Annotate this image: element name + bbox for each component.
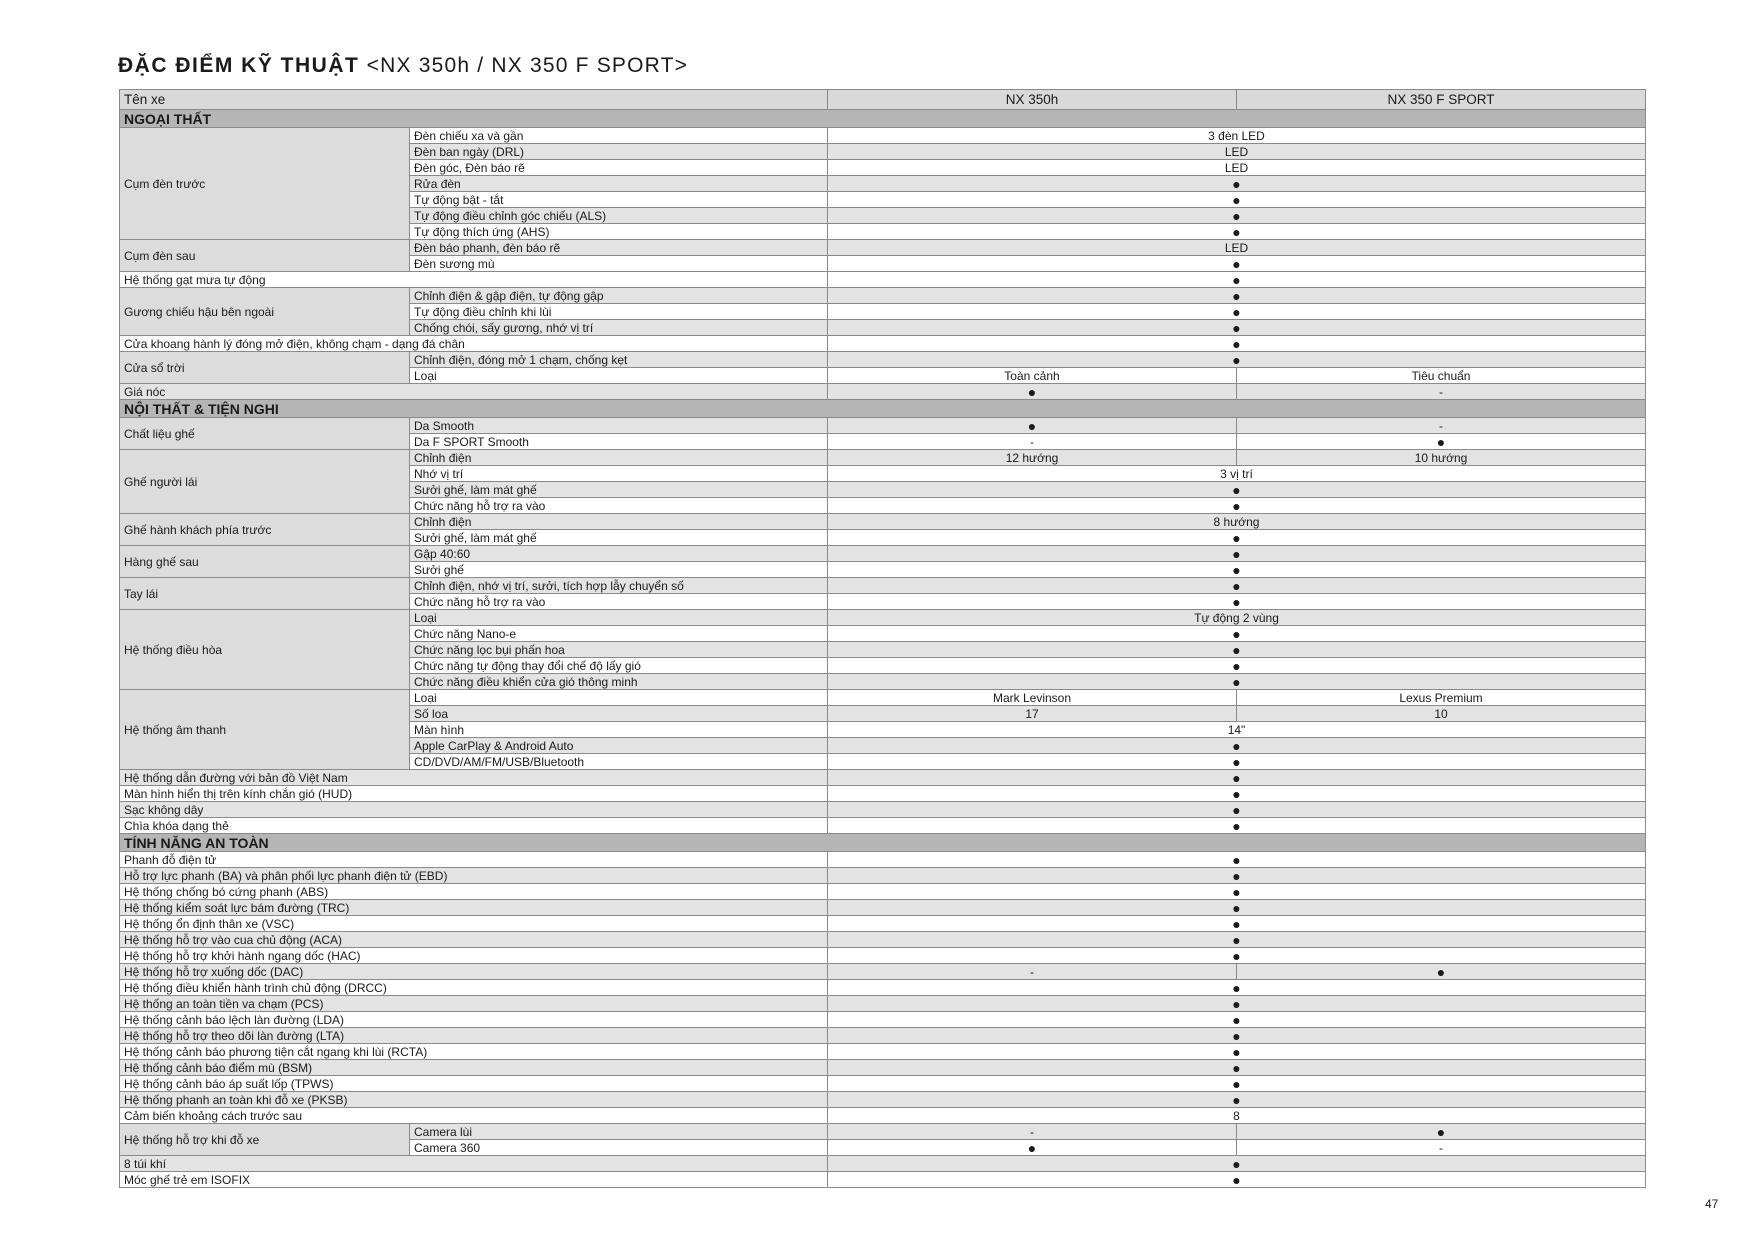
shared-value-cell: ● bbox=[828, 1076, 1646, 1092]
sub-feature-label: Tự động bật - tắt bbox=[410, 192, 828, 208]
feature-group-label: Ghế hành khách phía trước bbox=[120, 514, 410, 546]
sub-feature-label: Đèn ban ngày (DRL) bbox=[410, 144, 828, 160]
value-nx350h: ● bbox=[828, 384, 1237, 400]
shared-value-cell: ● bbox=[828, 1156, 1646, 1172]
feature-label: Hệ thống hỗ trợ xuống dốc (DAC) bbox=[120, 964, 828, 980]
feature-label: Hỗ trợ lực phanh (BA) và phân phối lực phanh điện tử (EBD) bbox=[120, 868, 828, 884]
feature-group-label: Hệ thống điều hòa bbox=[120, 610, 410, 690]
table-row bbox=[120, 1172, 1646, 1188]
sub-feature-label: Chức năng điều khiển cửa gió thông minh bbox=[410, 674, 828, 690]
title-main: ĐẶC ĐIỂM KỸ THUẬT bbox=[118, 54, 360, 77]
value-nx350-fsport: 10 bbox=[1237, 706, 1646, 722]
shared-value-cell: ● bbox=[828, 626, 1646, 642]
table-header-row bbox=[120, 90, 1646, 110]
shared-value-cell: ● bbox=[828, 578, 1646, 594]
table-row bbox=[120, 546, 1646, 562]
table-row bbox=[120, 916, 1646, 932]
shared-value-cell: ● bbox=[828, 304, 1646, 320]
sub-feature-label: Đèn chiếu xa và gần bbox=[410, 128, 828, 144]
value-nx350h: - bbox=[828, 1124, 1237, 1140]
feature-label: Cửa khoang hành lý đóng mở điện, không chạm - dạng đá chân bbox=[120, 336, 828, 352]
table-row bbox=[120, 1124, 1646, 1140]
shared-value-cell: 3 vị trí bbox=[828, 466, 1646, 482]
sub-feature-label: Chức năng lọc bụi phấn hoa bbox=[410, 642, 828, 658]
feature-group-label: Hàng ghế sau bbox=[120, 546, 410, 578]
table-row bbox=[120, 802, 1646, 818]
page-title bbox=[118, 54, 688, 78]
shared-value-cell: Tự động 2 vùng bbox=[828, 610, 1646, 626]
value-nx350h: 17 bbox=[828, 706, 1237, 722]
feature-label: Chìa khóa dạng thẻ bbox=[120, 818, 828, 834]
value-nx350h: Toàn cảnh bbox=[828, 368, 1237, 384]
shared-value-cell: ● bbox=[828, 546, 1646, 562]
sub-feature-label: Chức năng tự động thay đổi chế độ lấy gió bbox=[410, 658, 828, 674]
shared-value-cell: ● bbox=[828, 208, 1646, 224]
feature-label: Hệ thống kiểm soát lực bám đường (TRC) bbox=[120, 900, 828, 916]
shared-value-cell: LED bbox=[828, 160, 1646, 176]
feature-label: Hệ thống ổn định thân xe (VSC) bbox=[120, 916, 828, 932]
shared-value-cell: ● bbox=[828, 1044, 1646, 1060]
table-row bbox=[120, 964, 1646, 980]
feature-label: Sạc không dây bbox=[120, 802, 828, 818]
shared-value-cell: 3 đèn LED bbox=[828, 128, 1646, 144]
table-row bbox=[120, 418, 1646, 434]
sub-feature-label: Chỉnh điện bbox=[410, 514, 828, 530]
table-row bbox=[120, 884, 1646, 900]
title-model: <NX 350h / NX 350 F SPORT> bbox=[366, 54, 689, 77]
sub-feature-label: Da F SPORT Smooth bbox=[410, 434, 828, 450]
shared-value-cell: LED bbox=[828, 144, 1646, 160]
shared-value-cell: ● bbox=[828, 1060, 1646, 1076]
section-header-row bbox=[120, 834, 1646, 852]
section-title: TÍNH NĂNG AN TOÀN bbox=[120, 834, 1646, 852]
feature-label: Hệ thống điều khiển hành trình chủ động (DRCC) bbox=[120, 980, 828, 996]
feature-group-label: Cụm đèn trước bbox=[120, 128, 410, 240]
sub-feature-label: Sưởi ghế bbox=[410, 562, 828, 578]
feature-label: Hệ thống cảnh báo phương tiện cắt ngang khi lùi (RCTA) bbox=[120, 1044, 828, 1060]
value-nx350h: ● bbox=[828, 418, 1237, 434]
table-row bbox=[120, 770, 1646, 786]
feature-label: Hệ thống cảnh báo áp suất lốp (TPWS) bbox=[120, 1076, 828, 1092]
header-nx350h: NX 350h bbox=[828, 90, 1237, 110]
feature-group-label: Hệ thống hỗ trợ khi đỗ xe bbox=[120, 1124, 410, 1156]
feature-label: Cảm biến khoảng cách trước sau bbox=[120, 1108, 828, 1124]
section-title: NGOẠI THẤT bbox=[120, 110, 1646, 128]
shared-value-cell: ● bbox=[828, 852, 1646, 868]
sub-feature-label: Da Smooth bbox=[410, 418, 828, 434]
sub-feature-label: Loại bbox=[410, 690, 828, 706]
table-row bbox=[120, 1028, 1646, 1044]
sub-feature-label: Camera 360 bbox=[410, 1140, 828, 1156]
shared-value-cell: ● bbox=[828, 192, 1646, 208]
feature-label: Hệ thống hỗ trợ theo dõi làn đường (LTA) bbox=[120, 1028, 828, 1044]
feature-label: Hệ thống phanh an toàn khi đỗ xe (PKSB) bbox=[120, 1092, 828, 1108]
shared-value-cell: ● bbox=[828, 754, 1646, 770]
feature-label: Hệ thống chống bó cứng phanh (ABS) bbox=[120, 884, 828, 900]
feature-label: 8 túi khí bbox=[120, 1156, 828, 1172]
spec-table bbox=[119, 89, 1646, 1188]
feature-label: Phanh đỗ điện tử bbox=[120, 852, 828, 868]
value-nx350h: ● bbox=[828, 1140, 1237, 1156]
header-nx350-fsport: NX 350 F SPORT bbox=[1237, 90, 1646, 110]
shared-value-cell: 14" bbox=[828, 722, 1646, 738]
section-header-row bbox=[120, 110, 1646, 128]
table-row bbox=[120, 610, 1646, 626]
feature-label: Hệ thống hỗ trợ vào cua chủ động (ACA) bbox=[120, 932, 828, 948]
value-nx350-fsport: ● bbox=[1237, 434, 1646, 450]
shared-value-cell: ● bbox=[828, 932, 1646, 948]
sub-feature-label: Chống chói, sấy gương, nhớ vị trí bbox=[410, 320, 828, 336]
feature-label: Hệ thống cảnh báo lệch làn đường (LDA) bbox=[120, 1012, 828, 1028]
shared-value-cell: 8 bbox=[828, 1108, 1646, 1124]
sub-feature-label: Đèn góc, Đèn báo rẽ bbox=[410, 160, 828, 176]
shared-value-cell: ● bbox=[828, 786, 1646, 802]
sub-feature-label: Tự động điều chỉnh khi lùi bbox=[410, 304, 828, 320]
value-nx350-fsport: 10 hướng bbox=[1237, 450, 1646, 466]
shared-value-cell: ● bbox=[828, 642, 1646, 658]
table-row bbox=[120, 786, 1646, 802]
table-row bbox=[120, 272, 1646, 288]
value-nx350h: - bbox=[828, 434, 1237, 450]
shared-value-cell: ● bbox=[828, 674, 1646, 690]
section-title: NỘI THẤT & TIỆN NGHI bbox=[120, 400, 1646, 418]
sub-feature-label: Loại bbox=[410, 368, 828, 384]
feature-label: Hệ thống dẫn đường với bản đồ Việt Nam bbox=[120, 770, 828, 786]
sub-feature-label: Chức năng hỗ trợ ra vào bbox=[410, 498, 828, 514]
sub-feature-label: Tự động điều chỉnh góc chiếu (ALS) bbox=[410, 208, 828, 224]
table-row bbox=[120, 336, 1646, 352]
shared-value-cell: ● bbox=[828, 176, 1646, 192]
shared-value-cell: ● bbox=[828, 1092, 1646, 1108]
table-row bbox=[120, 996, 1646, 1012]
table-row bbox=[120, 868, 1646, 884]
value-nx350-fsport: Tiêu chuẩn bbox=[1237, 368, 1646, 384]
feature-group-label: Cửa sổ trời bbox=[120, 352, 410, 384]
table-row bbox=[120, 948, 1646, 964]
shared-value-cell: 8 hướng bbox=[828, 514, 1646, 530]
feature-group-label: Hệ thống âm thanh bbox=[120, 690, 410, 770]
shared-value-cell: ● bbox=[828, 482, 1646, 498]
sub-feature-label: Gập 40:60 bbox=[410, 546, 828, 562]
shared-value-cell: ● bbox=[828, 884, 1646, 900]
table-row bbox=[120, 818, 1646, 834]
shared-value-cell: ● bbox=[828, 594, 1646, 610]
table-row bbox=[120, 450, 1646, 466]
value-nx350-fsport: - bbox=[1237, 384, 1646, 400]
shared-value-cell: ● bbox=[828, 224, 1646, 240]
sub-feature-label: Nhớ vị trí bbox=[410, 466, 828, 482]
table-row bbox=[120, 1156, 1646, 1172]
shared-value-cell: ● bbox=[828, 562, 1646, 578]
shared-value-cell: ● bbox=[828, 320, 1646, 336]
shared-value-cell: ● bbox=[828, 530, 1646, 546]
value-nx350h: - bbox=[828, 964, 1237, 980]
feature-group-label: Ghế người lái bbox=[120, 450, 410, 514]
shared-value-cell: ● bbox=[828, 658, 1646, 674]
sub-feature-label: Chức năng hỗ trợ ra vào bbox=[410, 594, 828, 610]
sub-feature-label: Đèn sương mù bbox=[410, 256, 828, 272]
shared-value-cell: ● bbox=[828, 948, 1646, 964]
shared-value-cell: ● bbox=[828, 498, 1646, 514]
sub-feature-label: Màn hình bbox=[410, 722, 828, 738]
spec-table-body bbox=[120, 90, 1646, 1188]
shared-value-cell: LED bbox=[828, 240, 1646, 256]
feature-group-label: Gương chiếu hậu bên ngoài bbox=[120, 288, 410, 336]
shared-value-cell: ● bbox=[828, 770, 1646, 786]
shared-value-cell: ● bbox=[828, 996, 1646, 1012]
sub-feature-label: Sưởi ghế, làm mát ghế bbox=[410, 482, 828, 498]
sub-feature-label: Chỉnh điện, nhớ vị trí, sưởi, tích hợp lẫy chuyển số bbox=[410, 578, 828, 594]
sub-feature-label: Đèn báo phanh, đèn báo rẽ bbox=[410, 240, 828, 256]
sub-feature-label: Apple CarPlay & Android Auto bbox=[410, 738, 828, 754]
shared-value-cell: ● bbox=[828, 256, 1646, 272]
value-nx350h: 12 hướng bbox=[828, 450, 1237, 466]
shared-value-cell: ● bbox=[828, 900, 1646, 916]
feature-label: Hệ thống an toàn tiền va chạm (PCS) bbox=[120, 996, 828, 1012]
shared-value-cell: ● bbox=[828, 802, 1646, 818]
shared-value-cell: ● bbox=[828, 818, 1646, 834]
sub-feature-label: Chỉnh điện, đóng mở 1 chạm, chống kẹt bbox=[410, 352, 828, 368]
table-row bbox=[120, 852, 1646, 868]
table-row bbox=[120, 1092, 1646, 1108]
shared-value-cell: ● bbox=[828, 352, 1646, 368]
shared-value-cell: ● bbox=[828, 980, 1646, 996]
value-nx350-fsport: - bbox=[1237, 1140, 1646, 1156]
shared-value-cell: ● bbox=[828, 336, 1646, 352]
header-name-cell: Tên xe bbox=[120, 90, 828, 110]
sub-feature-label: Loại bbox=[410, 610, 828, 626]
shared-value-cell: ● bbox=[828, 738, 1646, 754]
shared-value-cell: ● bbox=[828, 272, 1646, 288]
table-row bbox=[120, 1076, 1646, 1092]
table-row bbox=[120, 240, 1646, 256]
value-nx350-fsport: Lexus Premium bbox=[1237, 690, 1646, 706]
value-nx350-fsport: ● bbox=[1237, 1124, 1646, 1140]
sub-feature-label: Tự động thích ứng (AHS) bbox=[410, 224, 828, 240]
feature-label: Hệ thống gạt mưa tự động bbox=[120, 272, 828, 288]
value-nx350-fsport: - bbox=[1237, 418, 1646, 434]
shared-value-cell: ● bbox=[828, 1172, 1646, 1188]
sub-feature-label: Camera lùi bbox=[410, 1124, 828, 1140]
sub-feature-label: Chỉnh điện & gập điện, tự động gập bbox=[410, 288, 828, 304]
table-row bbox=[120, 690, 1646, 706]
sub-feature-label: Sưởi ghế, làm mát ghế bbox=[410, 530, 828, 546]
table-row bbox=[120, 352, 1646, 368]
table-row bbox=[120, 1060, 1646, 1076]
feature-group-label: Tay lái bbox=[120, 578, 410, 610]
feature-label: Màn hình hiển thị trên kính chắn gió (HUD) bbox=[120, 786, 828, 802]
value-nx350-fsport: ● bbox=[1237, 964, 1646, 980]
table-row bbox=[120, 578, 1646, 594]
feature-label: Hệ thống cảnh báo điểm mù (BSM) bbox=[120, 1060, 828, 1076]
sub-feature-label: Chỉnh điện bbox=[410, 450, 828, 466]
page-number: 47 bbox=[1705, 1197, 1719, 1211]
feature-label: Móc ghế trẻ em ISOFIX bbox=[120, 1172, 828, 1188]
feature-group-label: Chất liệu ghế bbox=[120, 418, 410, 450]
table-row bbox=[120, 1044, 1646, 1060]
table-row bbox=[120, 514, 1646, 530]
table-row bbox=[120, 1012, 1646, 1028]
table-row bbox=[120, 288, 1646, 304]
shared-value-cell: ● bbox=[828, 288, 1646, 304]
table-row bbox=[120, 932, 1646, 948]
shared-value-cell: ● bbox=[828, 916, 1646, 932]
sub-feature-label: Số loa bbox=[410, 706, 828, 722]
table-row bbox=[120, 128, 1646, 144]
feature-group-label: Cụm đèn sau bbox=[120, 240, 410, 272]
table-row bbox=[120, 1108, 1646, 1124]
sub-feature-label: CD/DVD/AM/FM/USB/Bluetooth bbox=[410, 754, 828, 770]
feature-label: Hệ thống hỗ trợ khởi hành ngang dốc (HAC) bbox=[120, 948, 828, 964]
shared-value-cell: ● bbox=[828, 1028, 1646, 1044]
shared-value-cell: ● bbox=[828, 1012, 1646, 1028]
sub-feature-label: Chức năng Nano-e bbox=[410, 626, 828, 642]
table-row bbox=[120, 980, 1646, 996]
feature-label: Giá nóc bbox=[120, 384, 828, 400]
sub-feature-label: Rửa đèn bbox=[410, 176, 828, 192]
value-nx350h: Mark Levinson bbox=[828, 690, 1237, 706]
table-row bbox=[120, 384, 1646, 400]
shared-value-cell: ● bbox=[828, 868, 1646, 884]
table-row bbox=[120, 900, 1646, 916]
section-header-row bbox=[120, 400, 1646, 418]
